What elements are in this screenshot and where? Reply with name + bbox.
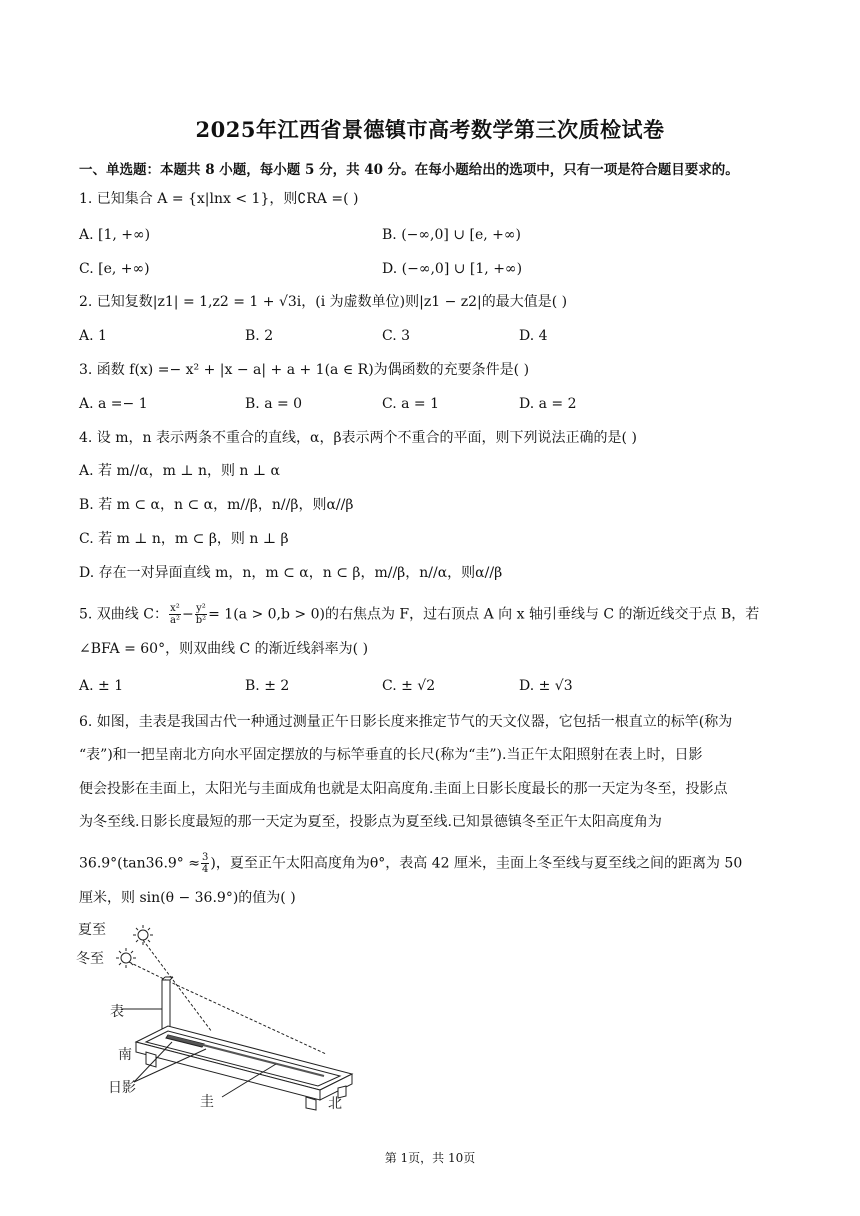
fraction-x2-a2 xyxy=(169,603,181,626)
question-1-option-b: B. (−∞,0] ∪ [e, +∞) xyxy=(382,227,521,243)
question-2-option-b: B. 2 xyxy=(245,328,274,344)
question-6-line3: 便会投影在圭面上，太阳光与圭面成角也就是太阳高度角.圭面上日影长度最长的那一天定为冬至，投影点 xyxy=(79,781,728,797)
question-1-option-c: C. [e, +∞) xyxy=(79,261,150,277)
question-6-line5 xyxy=(79,852,742,875)
question-2-option-a: A. 1 xyxy=(79,328,107,344)
label-north: 北 xyxy=(328,1096,342,1112)
question-5-option-c: C. ± √2 xyxy=(382,678,436,694)
frac-denominator: a² xyxy=(169,615,180,626)
question-6-line2: “表”)和一把呈南北方向水平固定摆放的与标竿垂直的长尺(称为“圭”).当正午太阳照射在表上时，日影 xyxy=(79,747,703,763)
page-title: 2025年江西省景德镇市高考数学第三次质检试卷 xyxy=(195,117,665,142)
question-5-stem-suffix: = 1(a > 0,b > 0)的右焦点为 F，过右顶点 A 向 x 轴引垂线与 C 的渐近线交于点 B，若 xyxy=(208,606,760,623)
question-5-option-a: A. ± 1 xyxy=(79,678,124,694)
question-6-line1: 6. 如图，圭表是我国古代一种通过测量正午日影长度来推定节气的天文仪器，它包括一根直立的标竿(称为 xyxy=(79,714,733,730)
question-4-option-a: A. 若 m//α，m ⊥ n，则 n ⊥ α xyxy=(79,463,280,479)
question-5-option-b: B. ± 2 xyxy=(245,678,290,694)
frac-numerator: x² xyxy=(170,603,180,614)
label-south: 南 xyxy=(118,1047,132,1063)
frac-numerator: y² xyxy=(196,603,206,614)
minus-sign: − xyxy=(181,606,194,623)
frac-denominator: b² xyxy=(195,615,207,626)
question-5-stem-line2: ∠BFA = 60°，则双曲线 C 的渐近线斜率为( ) xyxy=(79,641,369,657)
section-heading: 一、单选题：本题共 8 小题，每小题 5 分，共 40 分。在每小题给出的选项中，只有一项是符合题目要求的。 xyxy=(79,162,739,178)
question-3-stem: 3. 函数 f(x) =− x² + |x − a| + a + 1(a ∈ R)为偶函数的充要条件是( ) xyxy=(79,362,530,378)
question-6-line6: 厘米，则 sin(θ − 36.9°)的值为( ) xyxy=(79,890,296,906)
label-summer: 夏至 xyxy=(78,922,106,938)
question-5-option-d: D. ± √3 xyxy=(519,678,573,694)
question-2-stem: 2. 已知复数|z1| = 1,z2 = 1 + √3i，(i 为虚数单位)则|z1 − z2|的最大值是( ) xyxy=(79,294,568,310)
gnomon-figure xyxy=(76,914,366,1114)
question-2-option-c: C. 3 xyxy=(382,328,411,344)
summer-sun-icon xyxy=(133,925,153,945)
label-biao: 表 xyxy=(110,1004,124,1020)
question-1-stem: 1. 已知集合 A = {x|lnx < 1}，则∁RA =( ) xyxy=(79,191,359,207)
question-6-line5-prefix: 36.9°(tan36.9° ≈ xyxy=(79,855,200,872)
question-3-option-c: C. a = 1 xyxy=(382,396,439,412)
question-4-option-d: D. 存在一对异面直线 m，n，m ⊂ α，n ⊂ β，m//β，n//α，则α//β xyxy=(79,565,503,581)
question-3-option-b: B. a = 0 xyxy=(245,396,303,412)
question-4-option-b: B. 若 m ⊂ α，n ⊂ α，m//β，n//β，则α//β xyxy=(79,497,354,513)
question-5-stem-prefix: 5. 双曲线 C： xyxy=(79,606,168,623)
question-4-stem: 4. 设 m，n 表示两条不重合的直线，α，β表示两个不重合的平面，则下列说法正确的是( ) xyxy=(79,430,637,446)
page-footer: 第 1页，共 10页 xyxy=(384,1151,476,1165)
question-3-option-d: D. a = 2 xyxy=(519,396,577,412)
question-1-option-a: A. [1, +∞) xyxy=(79,227,151,243)
label-winter: 冬至 xyxy=(76,951,104,967)
frac-numerator: 3 xyxy=(201,852,209,863)
question-2-option-d: D. 4 xyxy=(519,328,548,344)
question-6-line4: 为冬至线.日影长度最短的那一天定为夏至，投影点为夏至线.已知景德镇冬至正午太阳高度角为 xyxy=(79,814,662,830)
question-1-option-d: D. (−∞,0] ∪ [1, +∞) xyxy=(382,261,523,277)
question-5-stem xyxy=(79,603,759,626)
question-3-option-a: A. a =− 1 xyxy=(79,396,148,412)
fraction-3-4 xyxy=(201,852,209,875)
summer-ray xyxy=(143,940,212,1032)
label-shadow: 日影 xyxy=(108,1080,136,1096)
frac-denominator: 4 xyxy=(201,864,209,875)
question-6-line5-suffix: )，夏至正午太阳高度角为θ°，表高 42 厘米，圭面上冬至线与夏至线之间的距离为 50 xyxy=(210,855,743,872)
label-gui: 圭 xyxy=(200,1094,214,1110)
question-4-option-c: C. 若 m ⊥ n，m ⊂ β，则 n ⊥ β xyxy=(79,531,289,547)
winter-sun-icon xyxy=(116,948,136,968)
fraction-y2-b2 xyxy=(195,603,207,626)
